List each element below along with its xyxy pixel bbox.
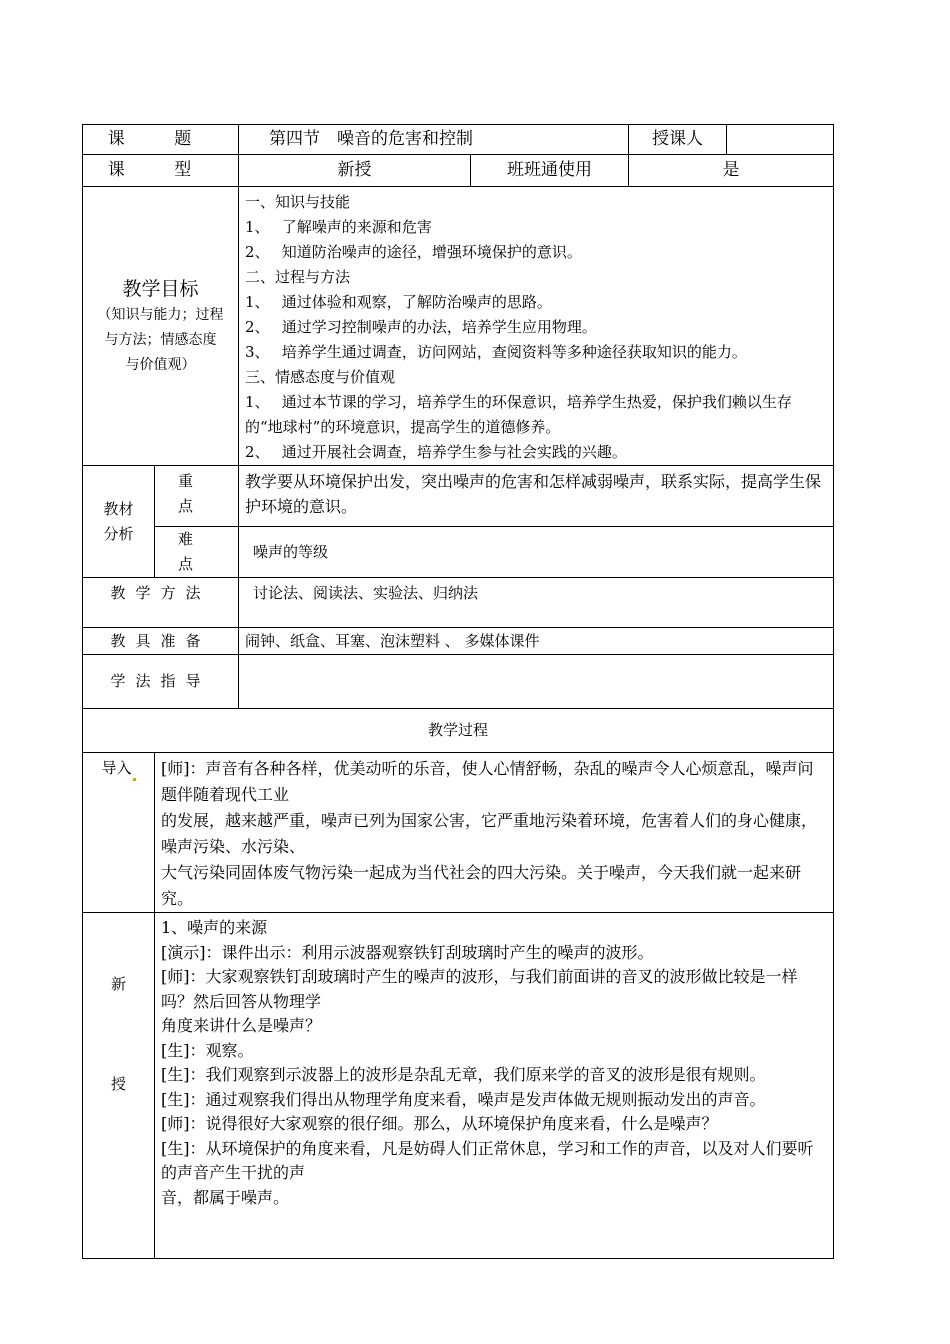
objectives-sublabel-1: （知识与能力；过程: [97, 306, 224, 323]
new-lesson-line: 音，都属于噪声。: [161, 1187, 290, 1207]
banbantong-value: 是: [629, 155, 834, 187]
intro-label-cell: [83, 753, 155, 913]
row-key-point: [83, 466, 834, 527]
type-label: 课 型: [83, 155, 239, 187]
guide-label: 学法指导: [83, 655, 239, 709]
edit-mark-icon: [133, 778, 136, 781]
type-value: 新授: [239, 155, 471, 187]
topic-value: 第四节 噪音的危害和控制: [239, 125, 629, 155]
row-objectives: [83, 187, 834, 466]
objectives-sublabel-2: 与方法；情感态度: [104, 331, 217, 348]
intro-label: 导入: [101, 759, 132, 777]
row-process-title: [83, 709, 834, 753]
objective-line: 1、 了解噪声的来源和危害: [245, 218, 432, 236]
new-lesson-line: [师]：说得很好大家观察的很仔细。那么，从环境保护角度来看，什么是噪声？: [161, 1114, 718, 1133]
row-new-lesson: [83, 913, 834, 1259]
row-type: [83, 155, 834, 187]
row-intro: [83, 753, 834, 913]
banbantong-label: 班班通使用: [471, 155, 629, 187]
objective-line: 2、 知道防治噪声的途径，增强环境保护的意识。: [245, 243, 582, 261]
key-point-label: 重 点: [155, 466, 239, 527]
row-difficult-point: [83, 527, 834, 578]
new-lesson-label-2: 授: [110, 1075, 126, 1093]
tools-value: 闹钟、纸盒、耳塞、泡沫塑料 、 多媒体课件: [239, 628, 834, 655]
process-title: 教学过程: [83, 709, 834, 753]
new-lesson-line: [师]：大家观察铁钉刮玻璃时产生的噪声的波形，与我们前面讲的音叉的波形做比较是一样吗？然后回答从物理学: [161, 967, 798, 1011]
difficult-point-value: 噪声的等级: [239, 527, 834, 578]
intro-line: 大气污染同固体废气物污染一起成为当代社会的四大污染。关于噪声，今天我们就一起来研究。: [161, 863, 802, 908]
objective-line: 1、 通过体验和观察，了解防治噪声的思路。: [245, 293, 552, 311]
analysis-label-2: 分析: [103, 524, 134, 543]
objective-line: 3、 培养学生通过调查，访问网站，查阅资料等多种途径获取知识的能力。: [245, 343, 747, 361]
new-lesson-line: 角度来讲什么是噪声？: [161, 1016, 322, 1035]
intro-line: [师]：声音有各种各样，优美动听的乐音，使人心情舒畅，杂乱的噪声令人心烦意乱，噪声问题伴随着现代工业: [161, 759, 814, 804]
new-lesson-line: 1、噪声的来源: [161, 918, 268, 937]
key-point-value: 教学要从环境保护出发，突出噪声的危害和怎样减弱噪声，联系实际，提高学生保护环境的意识。: [239, 466, 834, 527]
objectives-sublabel-3: 与价值观）: [125, 356, 196, 373]
intro-line: 的发展，越来越严重，噪声已列为国家公害，它严重地污染着环境，危害着人们的身心健康，噪声污染、水污染、: [161, 811, 818, 856]
method-value: 讨论法、阅读法、实验法、归纳法: [239, 578, 834, 628]
intro-content: [155, 753, 834, 913]
objective-line: 2、 通过学习控制噪声的办法，培养学生应用物理。: [245, 318, 597, 336]
new-lesson-line: [演示]：课件出示：利用示波器观察铁钉刮玻璃时产生的噪声的波形。: [161, 942, 654, 962]
analysis-label-cell: [83, 466, 155, 578]
guide-value: [239, 655, 834, 709]
objective-line: 二、过程与方法: [245, 268, 351, 286]
new-lesson-line: [生]：通过观察我们得出从物理学角度来看，噪声是发声体做无规则振动发出的声音。: [161, 1089, 766, 1109]
objective-line: 三、情感态度与价值观: [245, 368, 396, 386]
difficult-point-label: 难 点: [155, 527, 239, 578]
teacher-label: 授课人: [629, 125, 727, 155]
new-lesson-label-cell: [83, 913, 155, 1259]
tools-label: 教具准备: [83, 628, 239, 655]
new-lesson-line: [生]：我们观察到示波器上的波形是杂乱无章，我们原来学的音叉的波形是很有规则。: [161, 1065, 766, 1084]
topic-label: 课 题: [83, 125, 239, 155]
objectives-content: [239, 187, 834, 466]
objective-line: 一、知识与技能: [245, 193, 351, 211]
row-tools: [83, 628, 834, 655]
new-lesson-content: [155, 913, 834, 1259]
row-method: [83, 578, 834, 628]
teacher-value: [727, 125, 834, 155]
new-lesson-line: [生]：观察。: [161, 1040, 254, 1060]
row-topic: [83, 125, 834, 155]
objectives-label: 教学目标: [122, 277, 199, 300]
lesson-plan-table: [82, 124, 834, 1259]
analysis-label-1: 教材: [103, 499, 134, 518]
method-label: 教学方法: [83, 578, 239, 628]
objective-line: 1、 通过本节课的学习，培养学生的环保意识，培养学生热爱，保护我们赖以生存的“地球村”的环境意识，提高学生的道德修养。: [245, 393, 792, 436]
new-lesson-label-1: 新: [110, 975, 126, 993]
objectives-label-cell: [83, 187, 239, 466]
row-guide: [83, 655, 834, 709]
objective-line: 2、 通过开展社会调查，培养学生参与社会实践的兴趣。: [245, 443, 627, 461]
new-lesson-line: [生]：从环境保护的角度来看，凡是妨碍人们正常休息，学习和工作的声音，以及对人们要听的声音产生干扰的声: [161, 1138, 814, 1182]
